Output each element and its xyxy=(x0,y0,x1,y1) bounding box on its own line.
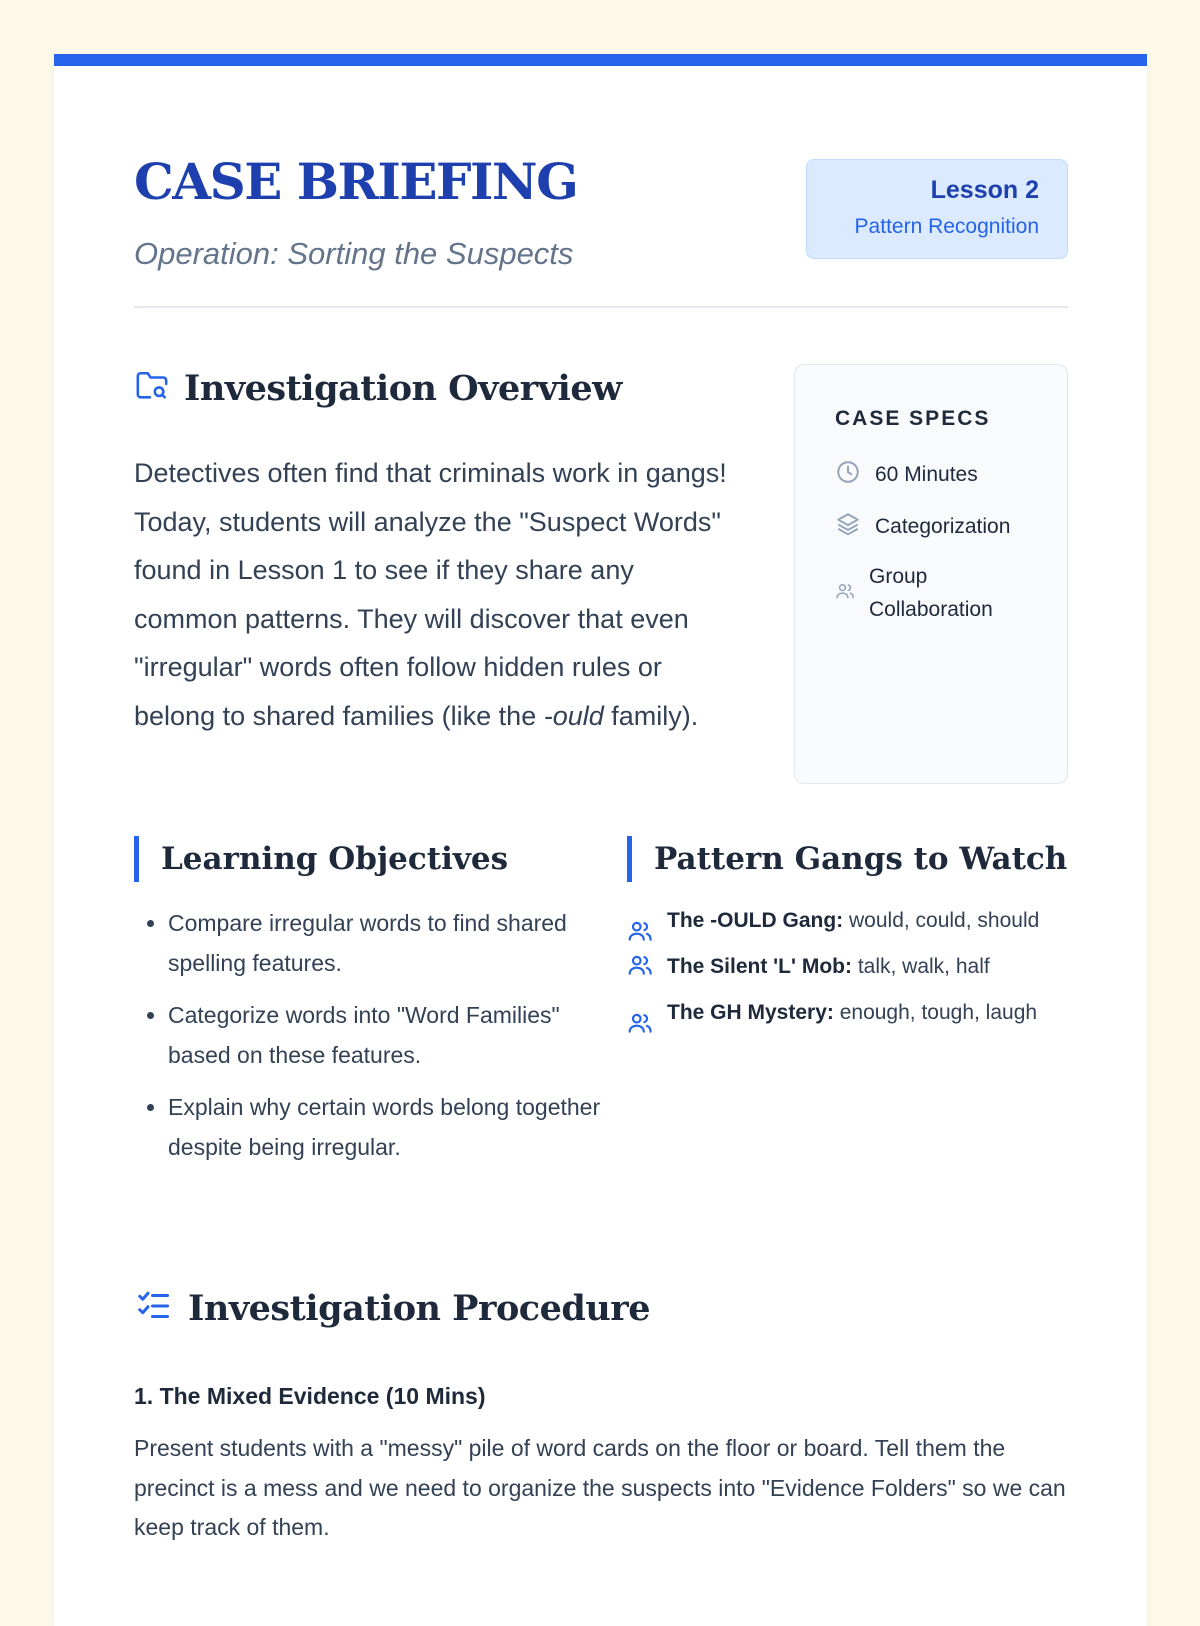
spec-item-skill xyxy=(835,511,1010,543)
users-icon xyxy=(627,952,653,988)
spec-item-format xyxy=(835,560,1055,626)
procedure-heading-text: Investigation Procedure xyxy=(188,1288,650,1329)
lesson-badge xyxy=(806,159,1068,259)
list-item xyxy=(627,904,1047,937)
gangs-list xyxy=(627,904,1047,1042)
briefing-page xyxy=(54,54,1147,1626)
clock-icon xyxy=(835,459,861,491)
objectives-list xyxy=(134,904,613,1180)
list-item: • Compare irregular words to find shared spelling features. xyxy=(168,904,613,983)
overview-heading-text: Investigation Overview xyxy=(184,368,622,409)
overview-text-end: family). xyxy=(603,700,699,731)
overview-text xyxy=(134,449,734,740)
users-icon xyxy=(835,578,855,611)
overview-text-emphasis: -ould xyxy=(543,700,604,731)
gang-words: talk, walk, half xyxy=(857,955,990,978)
gangs-heading: Pattern Gangs to Watch xyxy=(627,836,1067,882)
users-icon xyxy=(627,918,653,954)
procedure-heading xyxy=(134,1288,650,1333)
users-icon xyxy=(627,1010,653,1046)
page-subtitle: Operation: Sorting the Suspects xyxy=(134,236,574,271)
case-specs-panel xyxy=(794,364,1068,784)
folder-search-icon xyxy=(134,369,170,412)
gang-name: The -OULD Gang: xyxy=(667,909,844,932)
objectives-heading: Learning Objectives xyxy=(134,836,508,882)
case-specs-heading: CASE SPECS xyxy=(835,407,991,430)
spec-label: 60 Minutes xyxy=(875,463,978,486)
checklist-icon xyxy=(134,1288,174,1333)
header-divider xyxy=(134,306,1068,308)
spec-label: Group Collaboration xyxy=(869,565,993,621)
overview-text-main: Detectives often find that criminals work in gangs! Today, students will analyze the "Suspect Words" found in Lesson 1 to see if they share any common patterns. They will discover that even "irregular" words often follow hidden rules or belong to shared families (like the xyxy=(134,458,727,731)
list-item xyxy=(627,950,1047,983)
lesson-topic: Pattern Recognition xyxy=(854,215,1039,238)
list-item: • Explain why certain words belong together despite being irregular. xyxy=(168,1088,613,1167)
list-item: • Categorize words into "Word Families" based on these features. xyxy=(168,996,613,1075)
step-title: 1. The Mixed Evidence (10 Mins) xyxy=(134,1383,486,1409)
gang-name: The GH Mystery: xyxy=(667,1001,834,1024)
gang-words: enough, tough, laugh xyxy=(839,1001,1038,1024)
overview-heading xyxy=(134,368,622,412)
step-text: Present students with a "messy" pile of word cards on the floor or board. Tell them the precinct is a mess and we need to organize the suspects into "Evidence Folders" so we can keep track of them. xyxy=(134,1435,1066,1540)
list-item xyxy=(627,996,1047,1029)
spec-item-duration xyxy=(835,459,978,491)
spec-label: Categorization xyxy=(875,515,1011,538)
lesson-number: Lesson 2 xyxy=(930,176,1039,204)
layers-icon xyxy=(835,511,861,543)
gang-words: would, could, should xyxy=(849,909,1040,932)
page-title: CASE BRIEFING xyxy=(134,152,578,211)
gang-name: The Silent 'L' Mob: xyxy=(667,955,852,978)
